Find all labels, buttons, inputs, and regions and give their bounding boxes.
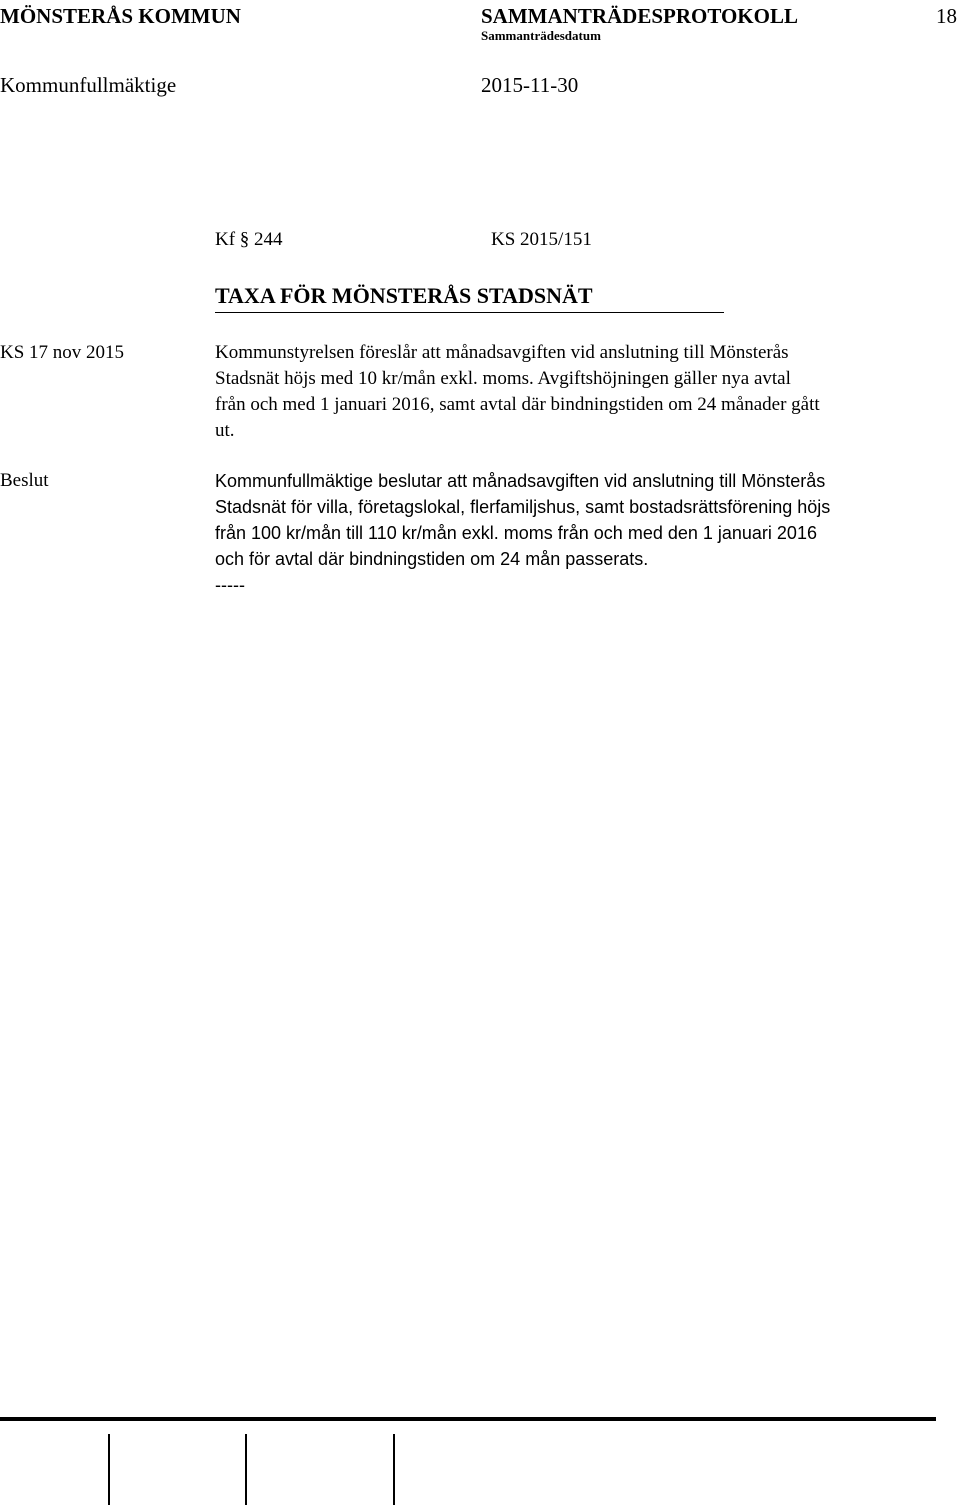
ks-proposal-line: Stadsnät höjs med 10 kr/mån exkl. moms. Avgiftshöjningen gäller nya avtal bbox=[215, 368, 791, 389]
decision-line: Kommunfullmäktige beslutar att månadsavgiften vid anslutning till Mönsterås bbox=[215, 471, 826, 491]
item-title-block bbox=[215, 283, 724, 313]
signature-box-divider bbox=[393, 1434, 395, 1505]
decision-end-marker: ----- bbox=[215, 575, 245, 595]
decision-line: och för avtal där bindningstiden om 24 mån passerats. bbox=[215, 549, 649, 569]
item-title: TAXA FÖR MÖNSTERÅS STADSNÄT bbox=[215, 283, 593, 308]
municipality-name: MÖNSTERÅS KOMMUN bbox=[0, 4, 241, 28]
signature-footer-rule bbox=[0, 1417, 936, 1421]
document-type: SAMMANTRÄDESPROTOKOLL bbox=[481, 4, 798, 28]
governing-body: Kommunfullmäktige bbox=[0, 73, 177, 97]
decision-line: från 100 kr/mån till 110 kr/mån exkl. moms från och med den 1 januari 2016 bbox=[215, 523, 817, 543]
meeting-date-label: Sammanträdesdatum bbox=[481, 28, 601, 43]
ks-proposal-line: Kommunstyrelsen föreslår att månadsavgiften vid anslutning till Mönsterås bbox=[215, 342, 789, 363]
paragraph-reference: Kf § 244 bbox=[215, 229, 283, 250]
title-underline bbox=[215, 312, 724, 313]
ks-proposal-line: ut. bbox=[215, 420, 235, 441]
signature-box-divider bbox=[108, 1434, 110, 1505]
page-number: 18 bbox=[936, 4, 957, 28]
case-number: KS 2015/151 bbox=[491, 229, 592, 250]
section-label-decision: Beslut bbox=[0, 470, 49, 491]
decision-line: Stadsnät för villa, företagslokal, flerfamiljshus, samt bostadsrättsförening höjs bbox=[215, 497, 831, 517]
ks-proposal-text bbox=[215, 340, 960, 444]
section-label-ks: KS 17 nov 2015 bbox=[0, 342, 125, 363]
signature-box-divider bbox=[245, 1434, 247, 1505]
meeting-date: 2015-11-30 bbox=[481, 73, 579, 97]
ks-proposal-line: från och med 1 januari 2016, samt avtal där bindningstiden om 24 månader gått bbox=[215, 394, 820, 415]
decision-text bbox=[215, 468, 960, 598]
